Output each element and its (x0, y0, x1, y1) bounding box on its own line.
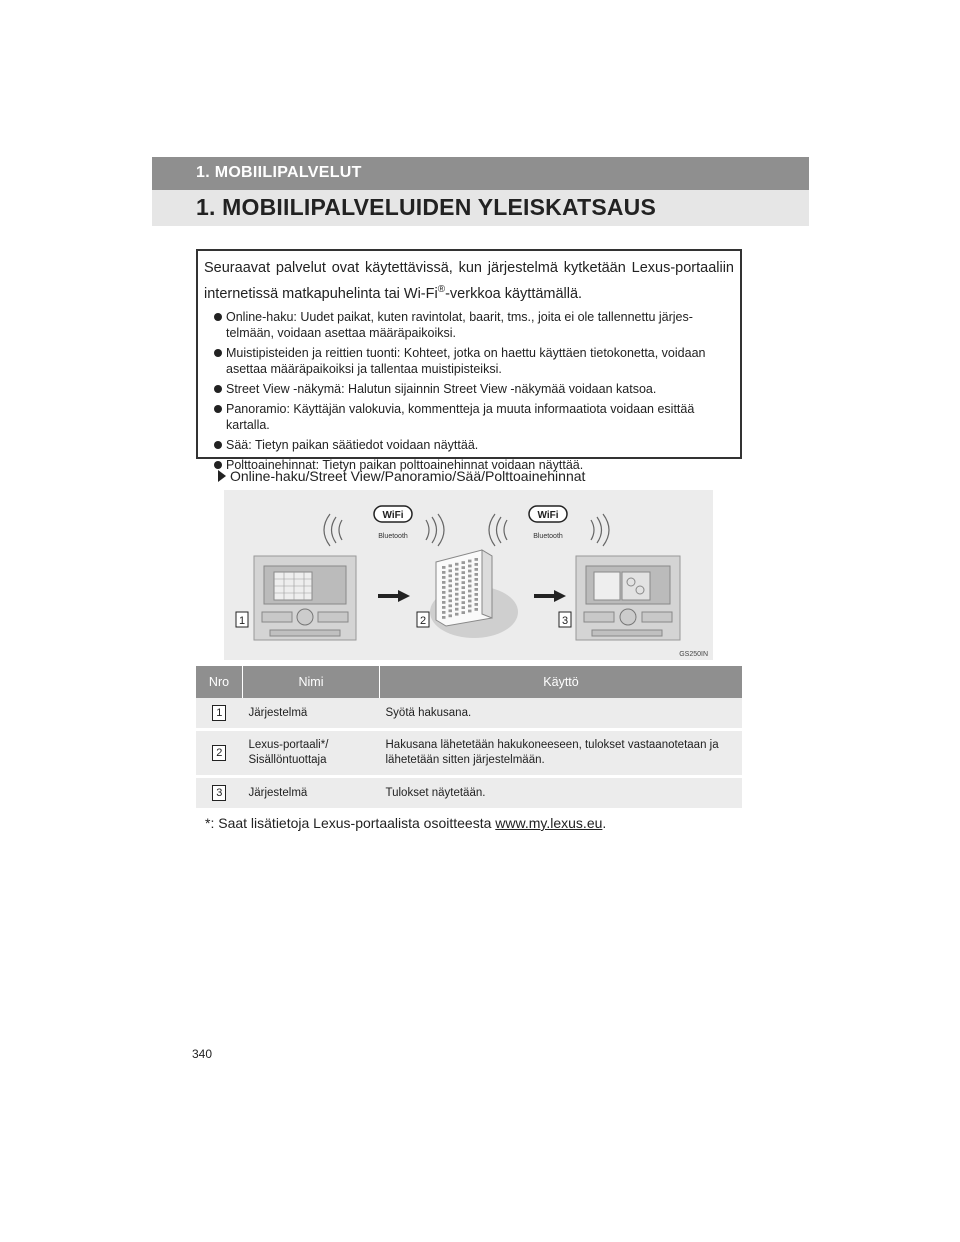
building-window (442, 591, 446, 594)
bluetooth-label-right: Bluetooth (533, 533, 563, 540)
building-window (442, 616, 446, 619)
building-window (442, 596, 446, 599)
triangle-right-icon (218, 470, 226, 482)
building-window (475, 603, 479, 606)
building-window (449, 564, 453, 567)
building-window (449, 569, 453, 572)
list-item (214, 381, 736, 397)
service-list (202, 309, 736, 473)
list-item (214, 345, 736, 377)
building-window (455, 593, 459, 596)
callout-2 (417, 612, 429, 627)
building-window (462, 576, 466, 579)
building-window (455, 568, 459, 571)
building-window (442, 611, 446, 614)
bullet-icon (214, 385, 222, 393)
bullet-icon (214, 313, 222, 321)
row-nro (196, 777, 243, 810)
building-window (462, 606, 466, 609)
building-window (449, 594, 453, 597)
intro-text-end: -verkkoa käyttämällä. (445, 285, 583, 302)
building-window (468, 570, 472, 573)
building-window (442, 586, 446, 589)
building-window (455, 573, 459, 576)
bullet-icon (214, 405, 222, 413)
building-window (455, 613, 459, 616)
subheading-text: Online-haku/Street View/Panoramio/Sää/Polttoainehinnat (230, 468, 586, 484)
header-kaytto: Käyttö (380, 666, 743, 698)
building-window (462, 591, 466, 594)
row-kaytto: Tulokset näytetään. (380, 777, 743, 810)
number-box: 2 (212, 745, 226, 761)
row-kaytto: Hakusana lähetetään hakukoneeseen, tulokset vastaanotetaan ja lähetetään sitten järjestelmään. (380, 730, 743, 777)
number-box: 3 (212, 785, 226, 801)
building-window (455, 598, 459, 601)
callout-label: 2 (419, 615, 427, 627)
row-nimi: Järjestelmä (243, 777, 380, 810)
building-window (475, 583, 479, 586)
list-item-text: Panoramio: Käyttäjän valokuvia, kommentteja ja muuta informaatiota voidaan esittää kartalla. (226, 401, 695, 432)
callout-label: 3 (561, 615, 569, 627)
building-window (468, 610, 472, 613)
building-window (468, 590, 472, 593)
building-window (462, 611, 466, 614)
building-window (449, 584, 453, 587)
building-window (475, 568, 479, 571)
intro-text-main: Seuraavat palvelut ovat käytettävissä, kun järjestelmä kytketään Lexus-portaaliin internetissä matkapuhelinta tai Wi-Fi (204, 260, 734, 302)
car-display-left (254, 556, 356, 640)
building-window (442, 606, 446, 609)
building-window (468, 560, 472, 563)
row-nimi: Järjestelmä (243, 698, 380, 730)
list-item-text: Sää: Tietyn paikan säätiedot voidaan näyttää. (226, 437, 479, 452)
building-window (442, 581, 446, 584)
building-window (462, 596, 466, 599)
building-window (475, 608, 479, 611)
building-window (468, 580, 472, 583)
row-nro (196, 730, 243, 777)
footnote-end: . (602, 815, 607, 831)
bullet-icon (214, 349, 222, 357)
wifi-label-right: WiFi (537, 510, 559, 521)
bullet-icon (214, 441, 222, 449)
table-row (196, 730, 742, 777)
building-window (468, 605, 472, 608)
registered-mark: ® (437, 284, 446, 295)
building-window (475, 573, 479, 576)
building-window (468, 585, 472, 588)
list-item (214, 309, 736, 341)
building-window (468, 565, 472, 568)
row-nimi: Lexus-portaali*/ Sisällöntuottaja (243, 730, 380, 777)
list-item-text: Online-haku: Uudet paikat, kuten ravintolat, baarit, tms., joita ei ole tallennettu järjes- telmään, voidaan asettaa määräpaikoiksi. (226, 309, 693, 340)
building-window (462, 566, 466, 569)
building-window (468, 575, 472, 578)
page-number: 340 (192, 1047, 213, 1061)
building-window (449, 609, 453, 612)
building-window (442, 566, 446, 569)
subheading (218, 468, 585, 484)
footnote-text: *: Saat lisätietoja Lexus-portaalista osoitteesta (205, 815, 492, 831)
building-window (462, 561, 466, 564)
callout-1 (236, 612, 248, 627)
list-item-text: Polttoainehinnat: Tietyn paikan polttoainehinnat voidaan näyttää. (226, 457, 584, 472)
intro-box (196, 249, 742, 472)
list-item (214, 401, 736, 433)
row-kaytto: Syötä hakusana. (380, 698, 743, 730)
building-window (475, 558, 479, 561)
building-window (455, 578, 459, 581)
list-item (214, 437, 736, 453)
building-window (449, 599, 453, 602)
building-window (449, 614, 453, 617)
building-window (455, 588, 459, 591)
building-window (442, 571, 446, 574)
building-window (462, 586, 466, 589)
building-window (442, 601, 446, 604)
page-title: 1. MOBIILIPALVELUIDEN YLEISKATSAUS (196, 194, 657, 220)
service-table (196, 666, 742, 811)
building-window (442, 576, 446, 579)
header-nimi: Nimi (243, 666, 380, 698)
number-box: 1 (212, 705, 226, 721)
footnote (205, 815, 606, 831)
lexus-portal-link[interactable]: www.my.lexus.eu (495, 815, 603, 831)
callout-label: 1 (238, 615, 246, 627)
intro-text (204, 257, 734, 305)
building-window (475, 588, 479, 591)
wifi-label-left: WiFi (382, 510, 404, 521)
building-window (462, 571, 466, 574)
service-illustration (224, 490, 713, 660)
building-window (449, 589, 453, 592)
section-label: 1. MOBIILIPALVELUT (196, 164, 362, 181)
building-window (468, 595, 472, 598)
building-window (468, 600, 472, 603)
list-item-text: Street View -näkymä: Halutun sijainnin Street View -näkymää voidaan katsoa. (226, 381, 657, 396)
car-display-right (576, 556, 680, 640)
header-nro: Nro (196, 666, 243, 698)
building-window (455, 603, 459, 606)
building-window (462, 581, 466, 584)
building-window (449, 604, 453, 607)
building-window (455, 608, 459, 611)
building-window (475, 598, 479, 601)
building-window (455, 583, 459, 586)
table-row (196, 777, 742, 810)
building-window (462, 601, 466, 604)
row-nro (196, 698, 243, 730)
bluetooth-label-left: Bluetooth (378, 533, 408, 540)
illustration-code: GS250IN (679, 651, 708, 658)
building-window (475, 593, 479, 596)
building-window (455, 563, 459, 566)
building-window (475, 578, 479, 581)
table-row (196, 698, 742, 730)
building-window (449, 579, 453, 582)
callout-3 (559, 612, 571, 627)
building-window (449, 574, 453, 577)
list-item-text: Muistipisteiden ja reittien tuonti: Kohteet, jotka on haettu käyttäen tietokonetta, voidaan asettaa määräpaikoiksi ja tallentaa muistipisteiksi. (226, 345, 706, 376)
table-header-row (196, 666, 742, 698)
building-window (475, 563, 479, 566)
